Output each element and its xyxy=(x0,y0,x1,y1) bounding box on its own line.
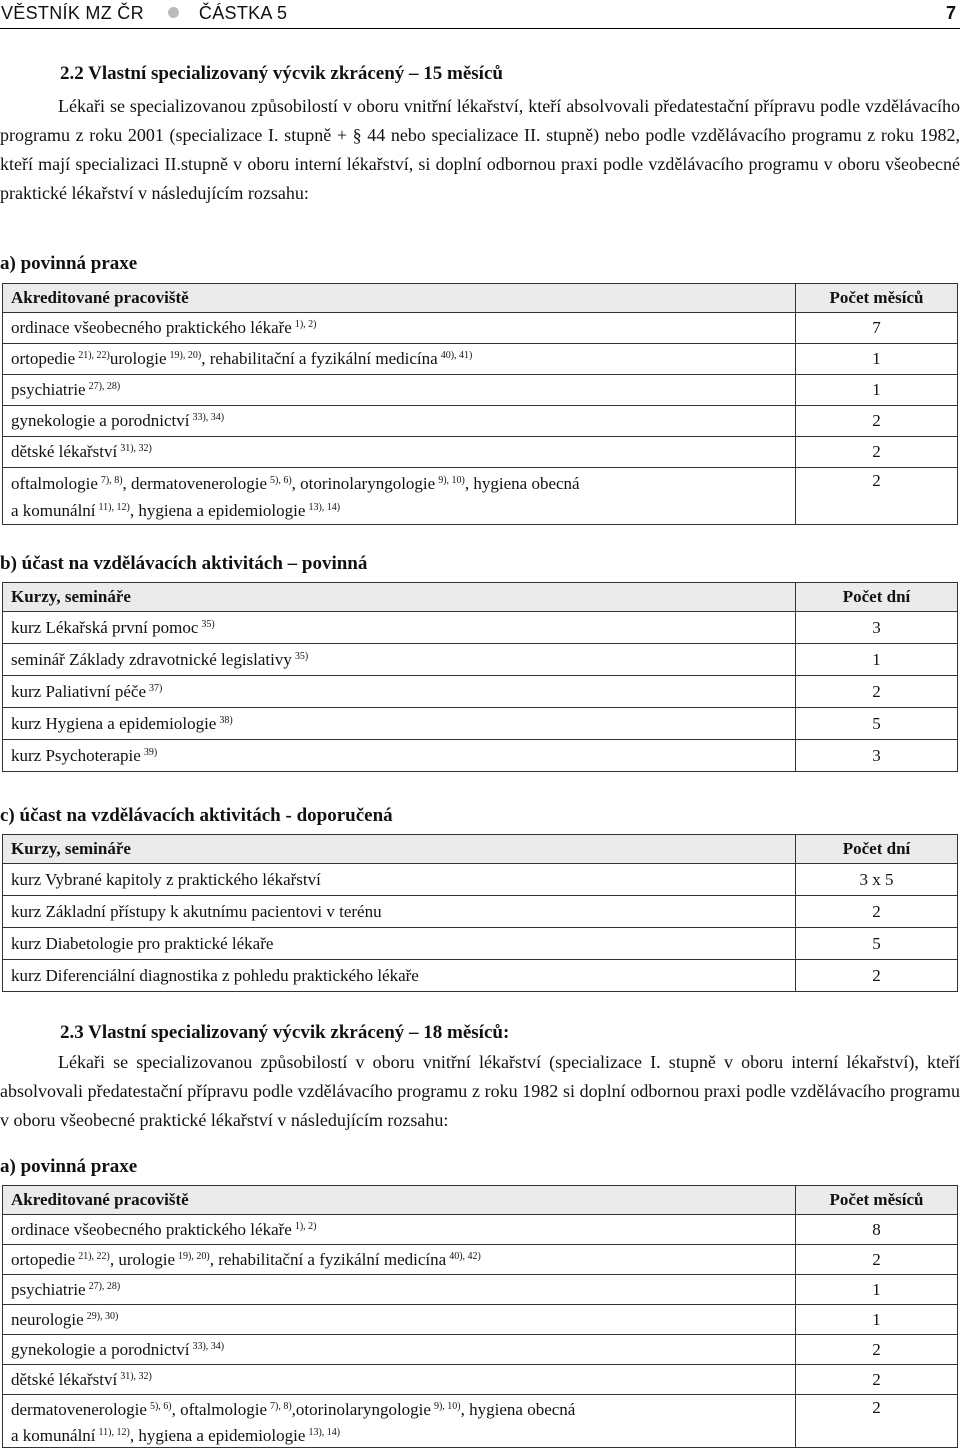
table-row xyxy=(3,313,958,344)
table-row xyxy=(3,740,958,772)
table-header xyxy=(3,835,958,864)
table-cell: ordinace všeobecného praktického lékaře $^{1), 2)}$ xyxy=(3,1215,796,1245)
table-row xyxy=(3,864,958,896)
table-cell: ordinace všeobecného praktického lékaře $^{1), 2)}$ xyxy=(3,313,796,344)
table-cell: kurz Paliativní péče $^{37)}$ xyxy=(3,676,796,708)
courses-table xyxy=(2,582,958,772)
subsection-a-2-3 xyxy=(0,1154,960,1448)
table-cell-value: 7 xyxy=(796,313,958,344)
table-row xyxy=(3,468,958,525)
table-cell-value: 5 xyxy=(796,928,958,960)
column-header-months: Počet měsíců xyxy=(796,284,958,313)
table-row xyxy=(3,1365,958,1395)
table-cell-value: 2 xyxy=(796,437,958,468)
column-header-course: Kurzy, semináře xyxy=(3,583,796,612)
column-header-months: Počet měsíců xyxy=(796,1186,958,1215)
table-row xyxy=(3,406,958,437)
table-cell-value: 2 xyxy=(796,896,958,928)
table-row xyxy=(3,644,958,676)
table-cell: neurologie $^{29), 30)}$ xyxy=(3,1305,796,1335)
table-row xyxy=(3,960,958,992)
section-2-2 xyxy=(0,62,960,208)
subsection-title: b) účast na vzdělávacích aktivitách – povinná xyxy=(0,553,368,574)
table-row xyxy=(3,1275,958,1305)
table-cell: ortopedie $^{21), 22)}$urologie $^{19), 20)}$, rehabilitační a fyzikální medicína $^{40), 41)}$ xyxy=(3,344,796,375)
section-2-3 xyxy=(0,1021,960,1135)
table-cell: ortopedie $^{21), 22)}$, urologie $^{19), 20)}$, rehabilitační a fyzikální medicína $^{40), 42)}$ xyxy=(3,1245,796,1275)
table-cell-value: 8 xyxy=(796,1215,958,1245)
table-row xyxy=(3,1395,958,1448)
table-cell: dermatovenerologie $^{5), 6)}$, oftalmologie $^{7), 8)}$,otorinolaryngologie $^{9), 10)}$, hygiena obecná a komunální $^{11), 12)}$, hygiena a epidemiologie $^{13), 14)}$ xyxy=(3,1395,796,1448)
table-row xyxy=(3,612,958,644)
table-cell-value: 5 xyxy=(796,708,958,740)
table-cell-value: 1 xyxy=(796,375,958,406)
table-cell-value: 1 xyxy=(796,1305,958,1335)
recommended-courses-table xyxy=(2,834,958,992)
table-cell-value: 2 xyxy=(796,468,958,525)
column-header-course: Kurzy, semináře xyxy=(3,835,796,864)
subsection-c-2-2 xyxy=(0,803,960,992)
table-cell: kurz Vybrané kapitoly z praktického lékařství xyxy=(3,864,796,896)
table-row xyxy=(3,344,958,375)
subsection-b-2-2 xyxy=(0,551,960,772)
table-row xyxy=(3,1335,958,1365)
table-cell-value: 2 xyxy=(796,960,958,992)
table-cell-value: 1 xyxy=(796,344,958,375)
practice-table xyxy=(2,283,958,525)
table-cell: gynekologie a porodnictví $^{33), 34)}$ xyxy=(3,406,796,437)
table-cell-value: 2 xyxy=(796,1245,958,1275)
table-row xyxy=(3,1305,958,1335)
table-header xyxy=(3,284,958,313)
table-cell: kurz Lékařská první pomoc $^{35)}$ xyxy=(3,612,796,644)
table-row xyxy=(3,928,958,960)
table-cell-value: 2 xyxy=(796,1365,958,1395)
section-paragraph: Lékaři se specializovanou způsobilostí v oboru vnitřní lékařství (specializace I. stupně v oboru interní lékařství), kteří absolvovali předatestační přípravu podle vzdělávacího programu z roku 1982 si doplní odbornou praxi podle vzdělávacího programu v oboru všeobecné praktické lékařství v následujícím rozsahu: xyxy=(0,1052,960,1130)
table-cell-value: 2 xyxy=(796,676,958,708)
table-cell-value: 3 xyxy=(796,740,958,772)
section-title: 2.2 Vlastní specializovaný výcvik zkrácený – 15 měsíců xyxy=(60,63,503,84)
subsection-title: c) účast na vzdělávacích aktivitách - doporučená xyxy=(0,805,393,826)
practice-table xyxy=(2,1185,958,1448)
journal-name: VĚSTNÍK MZ ČR xyxy=(1,3,144,23)
table-cell-value: 1 xyxy=(796,644,958,676)
table-header xyxy=(3,583,958,612)
table-cell: gynekologie a porodnictví $^{33), 34)}$ xyxy=(3,1335,796,1365)
page-header xyxy=(0,0,960,29)
table-row xyxy=(3,1245,958,1275)
table-cell: psychiatrie $^{27), 28)}$ xyxy=(3,375,796,406)
table-cell: seminář Základy zdravotnické legislativy $^{35)}$ xyxy=(3,644,796,676)
table-cell: dětské lékařství $^{31), 32)}$ xyxy=(3,437,796,468)
table-cell: kurz Diabetologie pro praktické lékaře xyxy=(3,928,796,960)
column-header-days: Počet dní xyxy=(796,835,958,864)
table-cell: kurz Hygiena a epidemiologie $^{38)}$ xyxy=(3,708,796,740)
table-cell: oftalmologie $^{7), 8)}$, dermatovenerologie $^{5), 6)}$, otorinolaryngologie $^{9), 10)}$, hygiena obecná a komunální $^{11), 12)}$, hygiena a epidemiologie $^{13), 14)}$ xyxy=(3,468,796,525)
issue-part: ČÁSTKA 5 xyxy=(198,3,288,23)
section-title: 2.3 Vlastní specializovaný výcvik zkrácený – 18 měsíců: xyxy=(60,1022,510,1043)
subsection-title: a) povinná praxe xyxy=(0,253,138,274)
table-cell: kurz Diferenciální diagnostika z pohledu praktického lékaře xyxy=(3,960,796,992)
table-cell: psychiatrie $^{27), 28)}$ xyxy=(3,1275,796,1305)
column-header-workplace: Akreditované pracoviště xyxy=(3,284,796,313)
column-header-days: Počet dní xyxy=(796,583,958,612)
table-row xyxy=(3,1215,958,1245)
table-cell: kurz Psychoterapie $^{39)}$ xyxy=(3,740,796,772)
table-row xyxy=(3,708,958,740)
subsection-title: a) povinná praxe xyxy=(0,1156,138,1177)
table-row xyxy=(3,375,958,406)
table-cell: kurz Základní přístupy k akutnímu pacientovi v terénu xyxy=(3,896,796,928)
table-cell-value: 2 xyxy=(796,1335,958,1365)
table-row xyxy=(3,896,958,928)
bullet-dot-icon xyxy=(168,7,179,18)
table-row xyxy=(3,437,958,468)
table-cell-value: 2 xyxy=(796,406,958,437)
table-cell: dětské lékařství $^{31), 32)}$ xyxy=(3,1365,796,1395)
table-cell-value: 1 xyxy=(796,1275,958,1305)
table-cell-value: 3 x 5 xyxy=(796,864,958,896)
table-row xyxy=(3,676,958,708)
table-cell-value: 2 xyxy=(796,1395,958,1448)
column-header-workplace: Akreditované pracoviště xyxy=(3,1186,796,1215)
table-cell-value: 3 xyxy=(796,612,958,644)
table-header xyxy=(3,1186,958,1215)
subsection-a-2-2 xyxy=(0,251,960,525)
section-paragraph: Lékaři se specializovanou způsobilostí v oboru vnitřní lékařství, kteří absolvovali předatestační přípravu podle vzdělávacího programu z roku 2001 (specializace I. stupně + § 44 nebo specializace II. stupně) nebo podle vzdělávacího programu z roku 1982, kteří mají specializaci II.stupně v oboru interní lékařství, si doplní odbornou praxi podle vzdělávacího programu v oboru všeobecné praktické lékařství v následujícím rozsahu: xyxy=(0,96,960,203)
page-number: 7 xyxy=(945,3,956,23)
